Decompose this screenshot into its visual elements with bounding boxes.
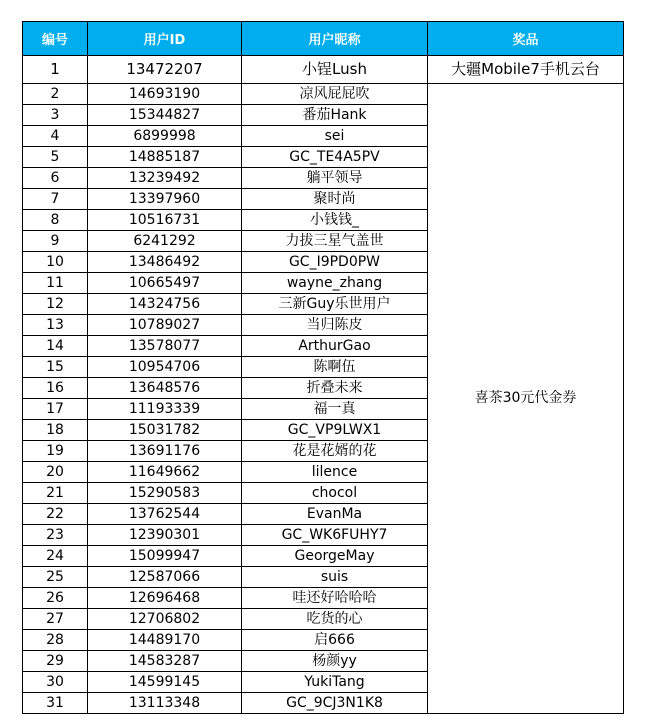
row-user-id: 13397960 <box>88 189 242 210</box>
row-user-id: 15031782 <box>88 420 242 441</box>
row-user-id: 15344827 <box>88 105 242 126</box>
row-nickname: 吃货的心 <box>242 609 428 630</box>
row-number: 27 <box>23 609 88 630</box>
row-nickname: GC_I9PD0PW <box>242 252 428 273</box>
row-nickname: 哇还好哈哈哈 <box>242 588 428 609</box>
row-user-id: 12587066 <box>88 567 242 588</box>
row-number: 26 <box>23 588 88 609</box>
row-user-id: 13486492 <box>88 252 242 273</box>
row-user-id: 15290583 <box>88 483 242 504</box>
header-number: 编号 <box>23 22 88 56</box>
row-number: 5 <box>23 147 88 168</box>
row-nickname: suis <box>242 567 428 588</box>
row-number: 6 <box>23 168 88 189</box>
row-number: 24 <box>23 546 88 567</box>
table-header <box>23 22 624 56</box>
row-number: 30 <box>23 672 88 693</box>
row-user-id: 14583287 <box>88 651 242 672</box>
row-number: 22 <box>23 504 88 525</box>
row-number: 4 <box>23 126 88 147</box>
row-user-id: 6241292 <box>88 231 242 252</box>
row-number: 29 <box>23 651 88 672</box>
row-user-id: 15099947 <box>88 546 242 567</box>
row-user-id: 13648576 <box>88 378 242 399</box>
row-nickname: EvanMa <box>242 504 428 525</box>
row-user-id: 10954706 <box>88 357 242 378</box>
row-user-id: 12706802 <box>88 609 242 630</box>
row-number: 23 <box>23 525 88 546</box>
row-number: 31 <box>23 693 88 714</box>
row-user-id: 14489170 <box>88 630 242 651</box>
row-user-id: 10516731 <box>88 210 242 231</box>
first-prize-cell: 大疆Mobile7手机云台 <box>428 56 624 84</box>
row-number: 17 <box>23 399 88 420</box>
row-nickname: 福一真 <box>242 399 428 420</box>
row-user-id: 10789027 <box>88 315 242 336</box>
row-number: 13 <box>23 315 88 336</box>
row-number: 15 <box>23 357 88 378</box>
row-nickname: sei <box>242 126 428 147</box>
row-number: 2 <box>23 84 88 105</box>
row-nickname: lilence <box>242 462 428 483</box>
row-nickname: YukiTang <box>242 672 428 693</box>
header-row <box>23 22 624 56</box>
row-number: 3 <box>23 105 88 126</box>
row-number: 14 <box>23 336 88 357</box>
table-row <box>23 84 624 105</box>
table-body <box>23 56 624 714</box>
row-nickname: GC_9CJ3N1K8 <box>242 693 428 714</box>
row-nickname: 小钱钱_ <box>242 210 428 231</box>
row-nickname: 躺平领导 <box>242 168 428 189</box>
row-number: 11 <box>23 273 88 294</box>
row-nickname: 当归陈皮 <box>242 315 428 336</box>
row-user-id: 13472207 <box>88 56 242 84</box>
row-user-id: 14324756 <box>88 294 242 315</box>
row-number: 12 <box>23 294 88 315</box>
table-row <box>23 56 624 84</box>
header-nickname: 用户昵称 <box>242 22 428 56</box>
row-number: 20 <box>23 462 88 483</box>
row-user-id: 13762544 <box>88 504 242 525</box>
row-user-id: 14693190 <box>88 84 242 105</box>
row-nickname: ArthurGao <box>242 336 428 357</box>
row-number: 21 <box>23 483 88 504</box>
row-user-id: 12696468 <box>88 588 242 609</box>
row-user-id: 14885187 <box>88 147 242 168</box>
row-nickname: chocol <box>242 483 428 504</box>
row-nickname: GeorgeMay <box>242 546 428 567</box>
row-nickname: GC_TE4A5PV <box>242 147 428 168</box>
row-nickname: 杨颜yy <box>242 651 428 672</box>
row-nickname: 折叠未来 <box>242 378 428 399</box>
row-user-id: 6899998 <box>88 126 242 147</box>
row-number: 18 <box>23 420 88 441</box>
row-number: 1 <box>23 56 88 84</box>
row-nickname: 花是花婿的花 <box>242 441 428 462</box>
row-user-id: 13239492 <box>88 168 242 189</box>
row-nickname: 凉风屁屁吹 <box>242 84 428 105</box>
row-user-id: 12390301 <box>88 525 242 546</box>
second-prize-cell: 喜茶30元代金券 <box>428 84 624 714</box>
row-user-id: 13113348 <box>88 693 242 714</box>
row-number: 25 <box>23 567 88 588</box>
row-number: 7 <box>23 189 88 210</box>
row-number: 16 <box>23 378 88 399</box>
row-nickname: 陈啊伍 <box>242 357 428 378</box>
row-nickname: GC_VP9LWX1 <box>242 420 428 441</box>
row-nickname: 三新Guy乐世用户 <box>242 294 428 315</box>
row-user-id: 13691176 <box>88 441 242 462</box>
row-nickname: wayne_zhang <box>242 273 428 294</box>
winners-table <box>22 21 624 714</box>
row-user-id: 11649662 <box>88 462 242 483</box>
row-user-id: 14599145 <box>88 672 242 693</box>
row-number: 9 <box>23 231 88 252</box>
row-number: 28 <box>23 630 88 651</box>
row-number: 19 <box>23 441 88 462</box>
row-nickname: GC_WK6FUHY7 <box>242 525 428 546</box>
header-prize: 奖品 <box>428 22 624 56</box>
row-user-id: 10665497 <box>88 273 242 294</box>
row-nickname: 小锃Lush <box>242 56 428 84</box>
row-nickname: 力拔三星气盖世 <box>242 231 428 252</box>
row-nickname: 聚时尚 <box>242 189 428 210</box>
row-user-id: 11193339 <box>88 399 242 420</box>
row-number: 10 <box>23 252 88 273</box>
row-nickname: 番茄Hank <box>242 105 428 126</box>
row-user-id: 13578077 <box>88 336 242 357</box>
row-number: 8 <box>23 210 88 231</box>
row-nickname: 启666 <box>242 630 428 651</box>
header-user-id: 用户ID <box>88 22 242 56</box>
